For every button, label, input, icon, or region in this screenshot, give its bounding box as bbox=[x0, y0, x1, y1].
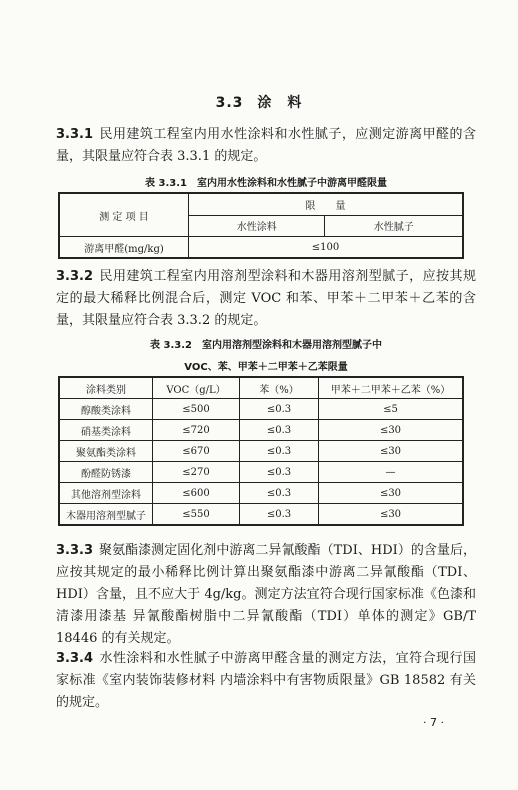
table-row bbox=[59, 441, 463, 462]
table-header-cell: 涂料类别 bbox=[59, 377, 153, 399]
clause-text: 民用建筑工程室内用水性涂料和水性腻子，应测定游离甲醛的含量，其限量应符合表 3.3.1 的规定。 bbox=[56, 127, 476, 164]
table-cell: ≤0.3 bbox=[240, 483, 319, 504]
table-cell: ≤270 bbox=[153, 462, 240, 483]
clause-number: 3.3.3 bbox=[56, 543, 94, 558]
table-cell: 硝基类涂料 bbox=[59, 420, 153, 441]
table-cell: 聚氨酯类涂料 bbox=[59, 441, 153, 462]
table-row-label: 游离甲醛(mg/kg) bbox=[59, 237, 189, 259]
table-cell: ≤500 bbox=[153, 399, 240, 420]
table-header-cell: 甲苯＋二甲苯＋乙苯（%） bbox=[319, 377, 464, 399]
table-header-row bbox=[59, 377, 463, 399]
section-title bbox=[0, 92, 518, 112]
section-name: 涂 料 bbox=[257, 95, 303, 111]
table-row bbox=[59, 420, 463, 441]
clause-number: 3.3.2 bbox=[56, 269, 94, 284]
table-cell: ≤0.3 bbox=[240, 504, 319, 526]
page-number: · 7 · bbox=[423, 716, 444, 729]
table-row bbox=[59, 399, 463, 420]
clause-3-3-4 bbox=[56, 648, 476, 714]
table-cell: ≤0.3 bbox=[240, 441, 319, 462]
table-cell: ≤30 bbox=[319, 483, 464, 504]
table-3-3-2-caption-line1: 表 3.3.2 室内用溶剂型涂料和木器用溶剂型腻子中 bbox=[150, 340, 382, 351]
table-header-waterborne-putty: 水性腻子 bbox=[325, 215, 463, 237]
table-cell: ≤720 bbox=[153, 420, 240, 441]
clause-3-3-3 bbox=[56, 540, 476, 650]
table-3-3-1-caption: 表 3.3.1 室内用水性涂料和水性腻子中游离甲醛限量 bbox=[145, 178, 387, 189]
table-3-3-2-caption-line2: VOC、苯、甲苯＋二甲苯＋乙苯限量 bbox=[184, 362, 348, 373]
table-header-cell: VOC（g/L） bbox=[153, 377, 240, 399]
section-number: 3.3 bbox=[215, 95, 244, 111]
table-cell: ≤550 bbox=[153, 504, 240, 526]
table-cell: ≤0.3 bbox=[240, 399, 319, 420]
clause-text: 聚氨酯漆测定固化剂中游离二异氰酸酯（TDI、HDI）的含量后，应按其规定的最小稀释比例计算出聚氨酯漆中游离二异氰酸酯（TDI、HDI）含量，且不应大于 4g/kg。测定方法宜符合现行国家标准《色漆和清漆用漆基 异氰酸酯树脂中二异氰酸酯（TDI）单体的测定》GB/T 18446 的有关规定。 bbox=[56, 543, 476, 646]
table-cell: 木器用溶剂型腻子 bbox=[59, 504, 153, 526]
table-row bbox=[59, 462, 463, 483]
table-3-3-2 bbox=[58, 376, 464, 526]
table-row-value: ≤100 bbox=[189, 237, 464, 259]
clause-number: 3.3.4 bbox=[56, 651, 94, 666]
table-cell: 醇酸类涂料 bbox=[59, 399, 153, 420]
table-cell: ≤0.3 bbox=[240, 420, 319, 441]
clause-number: 3.3.1 bbox=[56, 127, 94, 142]
table-cell: — bbox=[319, 462, 464, 483]
clause-3-3-2 bbox=[56, 266, 476, 332]
clause-text: 水性涂料和水性腻子中游离甲醛含量的测定方法，宜符合现行国家标准《室内装饰装修材料 内墙涂料中有害物质限量》GB 18582 有关的规定。 bbox=[56, 651, 476, 710]
table-header-cell: 苯（%） bbox=[240, 377, 319, 399]
table-cell: ≤5 bbox=[319, 399, 464, 420]
table-cell: ≤0.3 bbox=[240, 462, 319, 483]
table-cell: ≤30 bbox=[319, 504, 464, 526]
table-cell: ≤600 bbox=[153, 483, 240, 504]
table-cell: 其他溶剂型涂料 bbox=[59, 483, 153, 504]
table-cell: ≤670 bbox=[153, 441, 240, 462]
table-cell: ≤30 bbox=[319, 420, 464, 441]
table-cell: ≤30 bbox=[319, 441, 464, 462]
clause-text: 民用建筑工程室内用溶剂型涂料和木器用溶剂型腻子，应按其规定的最大稀释比例混合后，测定 VOC 和苯、甲苯＋二甲苯＋乙苯的含量，其限量应符合表 3.3.2 的规定。 bbox=[56, 269, 476, 328]
clause-3-3-1 bbox=[56, 124, 476, 168]
table-header-item: 测 定 项 目 bbox=[59, 193, 189, 237]
table-header-waterborne-paint: 水性涂料 bbox=[189, 215, 325, 237]
table-3-3-1 bbox=[58, 192, 464, 259]
table-row bbox=[59, 483, 463, 504]
table-header-limit: 限 量 bbox=[189, 193, 464, 215]
table-cell: 酚醛防锈漆 bbox=[59, 462, 153, 483]
table-row bbox=[59, 504, 463, 526]
